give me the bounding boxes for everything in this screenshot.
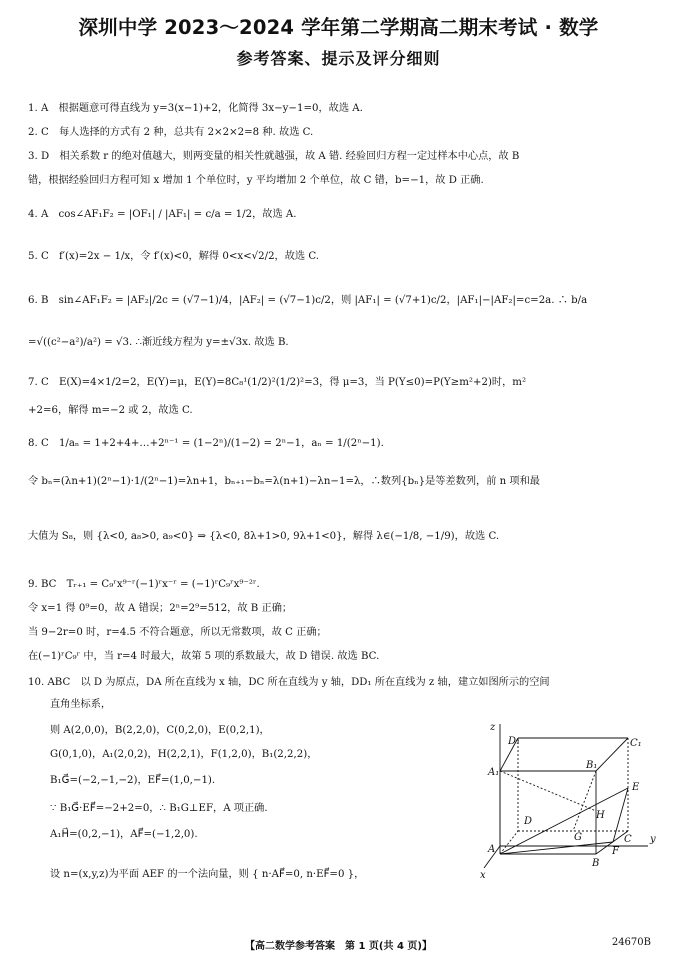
- label-b: B: [592, 858, 600, 869]
- answer-line: 令 x=1 得 0⁹=0，故 A 错误；2ⁿ=2⁹=512，故 B 正确；: [28, 603, 293, 614]
- answer-line: +2=6，解得 m=−2 或 2，故选 C.: [28, 405, 193, 416]
- label-b1: B₁: [586, 760, 598, 771]
- label-y: y: [650, 834, 656, 845]
- answer-line: 2. C 每人选择的方式有 2 种，总共有 2×2×2=8 种. 故选 C.: [28, 127, 314, 138]
- answer-line: 大值为 S₈，则 {λ<0, a₈>0, a₉<0} ⇒ {λ<0, 8λ+1>0, 9λ+1<0}，解得 λ∈(−1/8, −1/9)，故选 C.: [28, 531, 500, 542]
- page-title: 深圳中学 2023～2024 学年第二学期高二期末考试 · 数学: [78, 16, 599, 39]
- answer-line: =√((c²−a²)/a²) = √3. ∴渐近线方程为 y=±√3x. 故选 B.: [28, 337, 289, 348]
- answer-line: 则 A(2,0,0)，B(2,2,0)，C(0,2,0)，E(0,2,1)，: [50, 725, 270, 736]
- footer-code: 24670B: [611, 937, 651, 948]
- answer-line: 令 bₙ=(λn+1)(2ⁿ−1)·1/(2ⁿ−1)=λn+1，bₙ₊₁−bₙ=λ(n+1)−λn−1=λ，∴数列{bₙ}是等差数列，前 n 项和最: [28, 476, 540, 487]
- answer-line: ∵ B₁G⃗·EF⃗=−2+2=0，∴ B₁G⊥EF，A 项正确.: [50, 803, 268, 814]
- label-x: x: [480, 870, 486, 881]
- answer-line: 设 n=(x,y,z)为平面 AEF 的一个法向量，则 { n·AF⃗=0, n·EF⃗=0 }，: [50, 869, 365, 880]
- answer-line: 在(−1)ʳC₉ʳ 中，当 r=4 时最大，故第 5 项的系数最大，故 D 错误. 故选 BC.: [28, 651, 380, 662]
- answer-line: 当 9−2r=0 时，r=4.5 不符合题意，所以无常数项，故 C 正确；: [28, 627, 327, 638]
- answer-line: 直角坐标系，: [50, 699, 112, 710]
- label-d: D: [524, 816, 533, 827]
- label-f: F: [612, 846, 619, 857]
- answer-line: 9. BC Tᵣ₊₁ = C₉ʳx⁹⁻ʳ(−1)ʳx⁻ʳ = (−1)ʳC₉ʳx⁹⁻²ʳ.: [28, 579, 260, 590]
- answer-line: B₁G⃗=(−2,−1,−2)，EF⃗=(1,0,−1).: [50, 775, 216, 786]
- label-h: H: [596, 810, 605, 821]
- label-a1: A₁: [488, 767, 500, 778]
- label-e: E: [632, 782, 640, 793]
- answer-line: 7. C E(X)=4×1/2=2，E(Y)=μ，E(Y)=8C₈¹(1/2)²(1/2)²=3，得 μ=3，当 P(Y≤0)=P(Y≥m²+2)时，m²: [28, 377, 527, 388]
- page-subtitle: 参考答案、提示及评分细则: [236, 49, 441, 68]
- answer-line: 8. C 1/aₙ = 1+2+4+…+2ⁿ⁻¹ = (1−2ⁿ)/(1−2) = 2ⁿ−1，aₙ = 1/(2ⁿ−1).: [28, 438, 384, 449]
- label-c1: C₁: [630, 738, 642, 749]
- cube-coordinate-figure: [478, 716, 668, 896]
- label-a: A: [488, 844, 496, 855]
- answer-line: 4. A cos∠AF₁F₂ = |OF₁| / |AF₁| = c/a = 1/2，故选 A.: [28, 209, 297, 220]
- label-c: C: [624, 834, 632, 845]
- answer-line: 10. ABC 以 D 为原点，DA 所在直线为 x 轴，DC 所在直线为 y 轴，DD₁ 所在直线为 z 轴，建立如图所示的空间: [28, 677, 550, 688]
- footer-page-info: 【高二数学参考答案 第 1 页(共 4 页)】: [245, 941, 432, 952]
- answer-line: 3. D 相关系数 r 的绝对值越大，则两变量的相关性就越强，故 A 错. 经验回归方程一定过样本中心点，故 B: [28, 151, 520, 162]
- answer-line: 错，根据经验回归方程可知 x 增加 1 个单位时，y 平均增加 2 个单位，故 C 错，b=−1，故 D 正确.: [28, 175, 484, 186]
- label-d1: D₁: [508, 736, 521, 747]
- label-g: G: [574, 832, 582, 843]
- answer-line: G(0,1,0)，A₁(2,0,2)，H(2,2,1)，F(1,2,0)，B₁(2,2,2)，: [50, 749, 318, 760]
- answer-line: 5. C f′(x)=2x − 1/x，令 f′(x)<0，解得 0<x<√2/2，故选 C.: [28, 251, 320, 262]
- answer-line: 6. B sin∠AF₁F₂ = |AF₂|/2c = (√7−1)/4，|AF₂| = (√7−1)c/2，则 |AF₁| = (√7+1)c/2，|AF₁|−|AF₂|=c=2a. ∴ b/a: [28, 295, 588, 306]
- answer-line: 1. A 根据题意可得直线为 y=3(x−1)+2，化简得 3x−y−1=0，故选 A.: [28, 103, 363, 114]
- label-z: z: [490, 722, 496, 733]
- answer-line: A₁H⃗=(0,2,−1)，AF⃗=(−1,2,0).: [50, 829, 198, 840]
